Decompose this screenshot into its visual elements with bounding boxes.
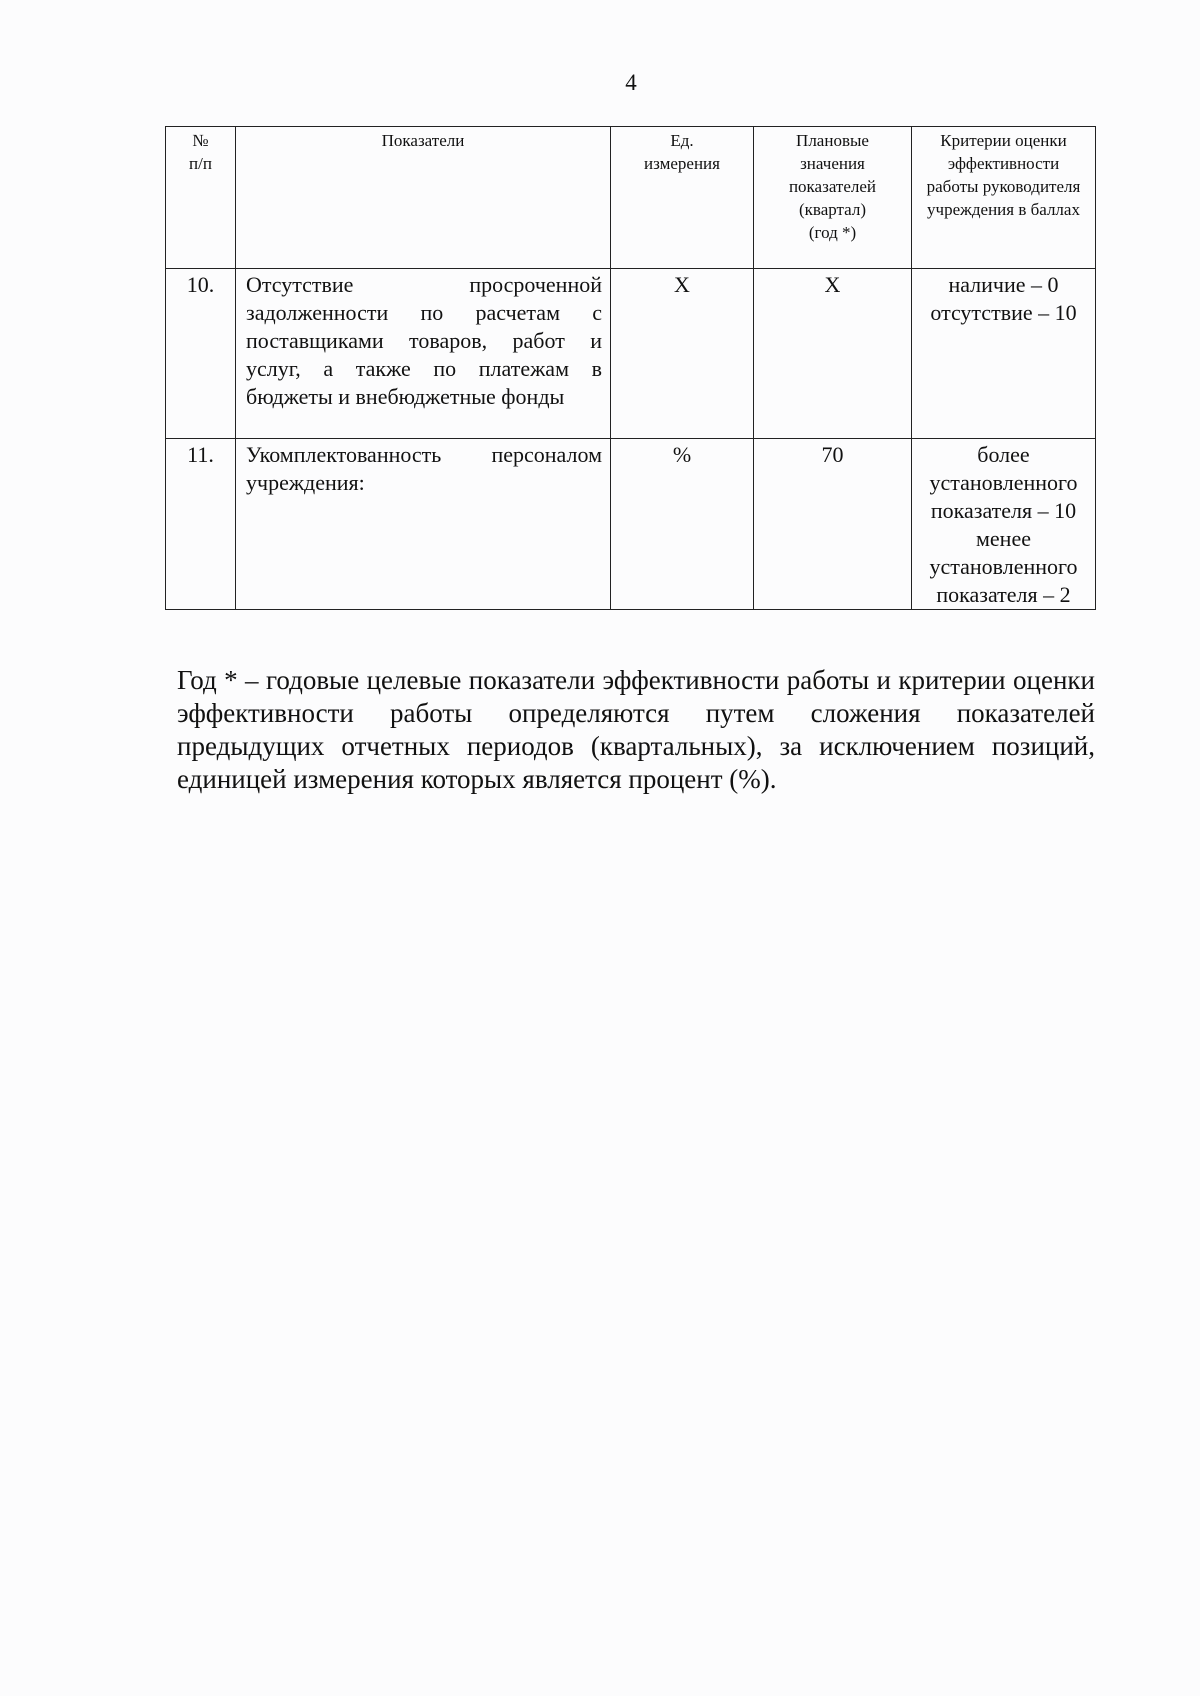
page-number: 4 [625,70,637,95]
criteria-line: установленного [929,470,1078,495]
row-plan: X [754,269,912,439]
row-indicator: Укомплектованность персоналом учреждения: [236,439,611,610]
indicators-table [165,126,1096,610]
row-number: 11. [166,439,236,610]
row-number: 10. [166,269,236,439]
criteria-line: более [977,442,1030,467]
header-unit: Ед. измерения [611,127,754,269]
row-unit: X [611,269,754,439]
row-criteria [912,439,1096,610]
table-header-row [166,127,1096,269]
criteria-line: отсутствие – 10 [930,300,1077,325]
row-criteria [912,269,1096,439]
criteria-line: показателя – 10 [930,498,1077,523]
header-num: № п/п [166,127,236,269]
criteria-line: наличие – 0 [948,272,1059,297]
footnote: Год * – годовые целевые показатели эффективности работы и критерии оценки эффективности работы определяются путем сложения показателей предыдущих отчетных периодов (квартальных), за исключением позиций, единицей измерения которых является процент (%). [177,665,1095,794]
criteria-line: установленного [929,554,1078,579]
header-indicator: Показатели [236,127,611,269]
table-row [166,269,1096,439]
row-plan: 70 [754,439,912,610]
header-criteria: Критерии оценки эффективности работы руководителя учреждения в баллах [912,127,1096,269]
criteria-line: менее [976,526,1031,551]
criteria-line: показателя – 2 [936,582,1071,607]
row-indicator: Отсутствие просроченной задолженности по расчетам с поставщиками товаров, работ и услуг, а также по платежам в бюджеты и внебюджетные фонды [236,269,611,439]
header-plan: Плановые значения показателей (квартал) (год *) [754,127,912,269]
table-row [166,439,1096,610]
row-unit: % [611,439,754,610]
